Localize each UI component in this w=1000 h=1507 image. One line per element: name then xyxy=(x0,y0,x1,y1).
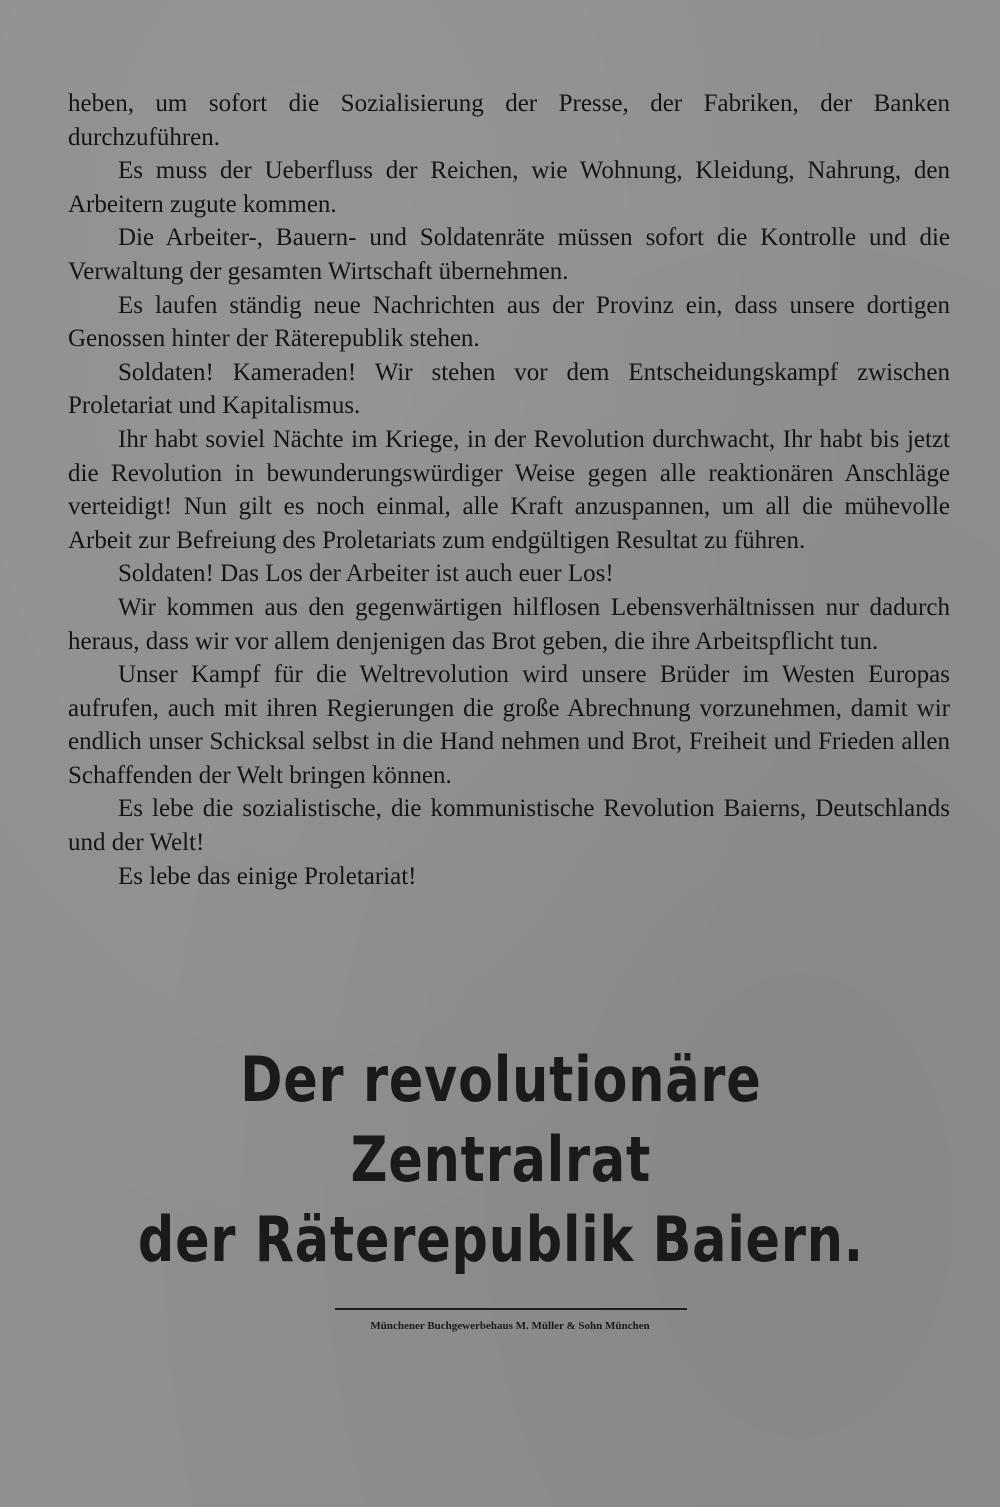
paragraph: Unser Kampf für die Weltrevolution wird unsere Brüder im Westen Europas aufrufen, auch mit ihren Regierungen die große Abrechnung vorzunehmen, damit wir endlich unser Schicksal selbst in die Hand nehmen und Brot, Freiheit und Frieden allen Schaffenden der Welt bringen können. xyxy=(68,661,950,789)
paragraph: Wir kommen aus den gegenwärtigen hilflosen Lebensverhältnissen nur dadurch heraus, dass wir vor allem denjenigen das Brot geben, die ihre Arbeitspflicht tun. xyxy=(68,593,950,655)
paragraph: Soldaten! Kameraden! Wir stehen vor dem Entscheidungskampf zwischen Proletariat und Kapitalismus. xyxy=(68,358,950,420)
paragraph: Es lebe das einige Proletariat! xyxy=(118,862,417,890)
paragraph: Es lebe die sozialistische, die kommunistische Revolution Baierns, Deutschlands und der Welt! xyxy=(68,795,950,857)
paragraph: heben, um sofort die Sozialisierung der Presse, der Fabriken, der Banken durchzuführen. xyxy=(68,90,950,151)
signature-line-1: Der revolutionäre Zentralrat xyxy=(240,1043,762,1196)
paragraph: Die Arbeiter-, Bauern- und Soldatenräte müssen sofort die Kontrolle und die Verwaltung der gesamten Wirtschaft übernehmen. xyxy=(68,224,950,285)
paragraph: Ihr habt soviel Nächte im Kriege, in der Revolution durchwacht, Ihr habt bis jetzt die Revolution in bewunderungswürdiger Weise gegen alle reaktionären Anschläge verteidigt! Nun gilt es noch einmal, alle Kraft anzuspannen, um all die mühevolle Arbeit zur Befreiung des Proletariats zum endgültigen Resultat zu führen. xyxy=(68,425,950,554)
body-text xyxy=(68,87,950,893)
signature-block xyxy=(91,1040,911,1280)
signature-line-2: der Räterepublik Baiern. xyxy=(137,1203,864,1276)
paragraph: Es muss der Ueberfluss der Reichen, wie Wohnung, Kleidung, Nahrung, den Arbeitern zugute kommen. xyxy=(68,157,950,218)
printer-imprint: Münchener Buchgewerbehaus M. Müller & Sohn München xyxy=(370,1320,650,1332)
paragraph: Soldaten! Das Los der Arbeiter ist auch euer Los! xyxy=(118,560,614,588)
paragraph: Es laufen ständig neue Nachrichten aus der Provinz ein, dass unsere dortigen Genossen hinter der Räterepublik stehen. xyxy=(68,291,950,353)
imprint-divider xyxy=(335,1308,687,1310)
